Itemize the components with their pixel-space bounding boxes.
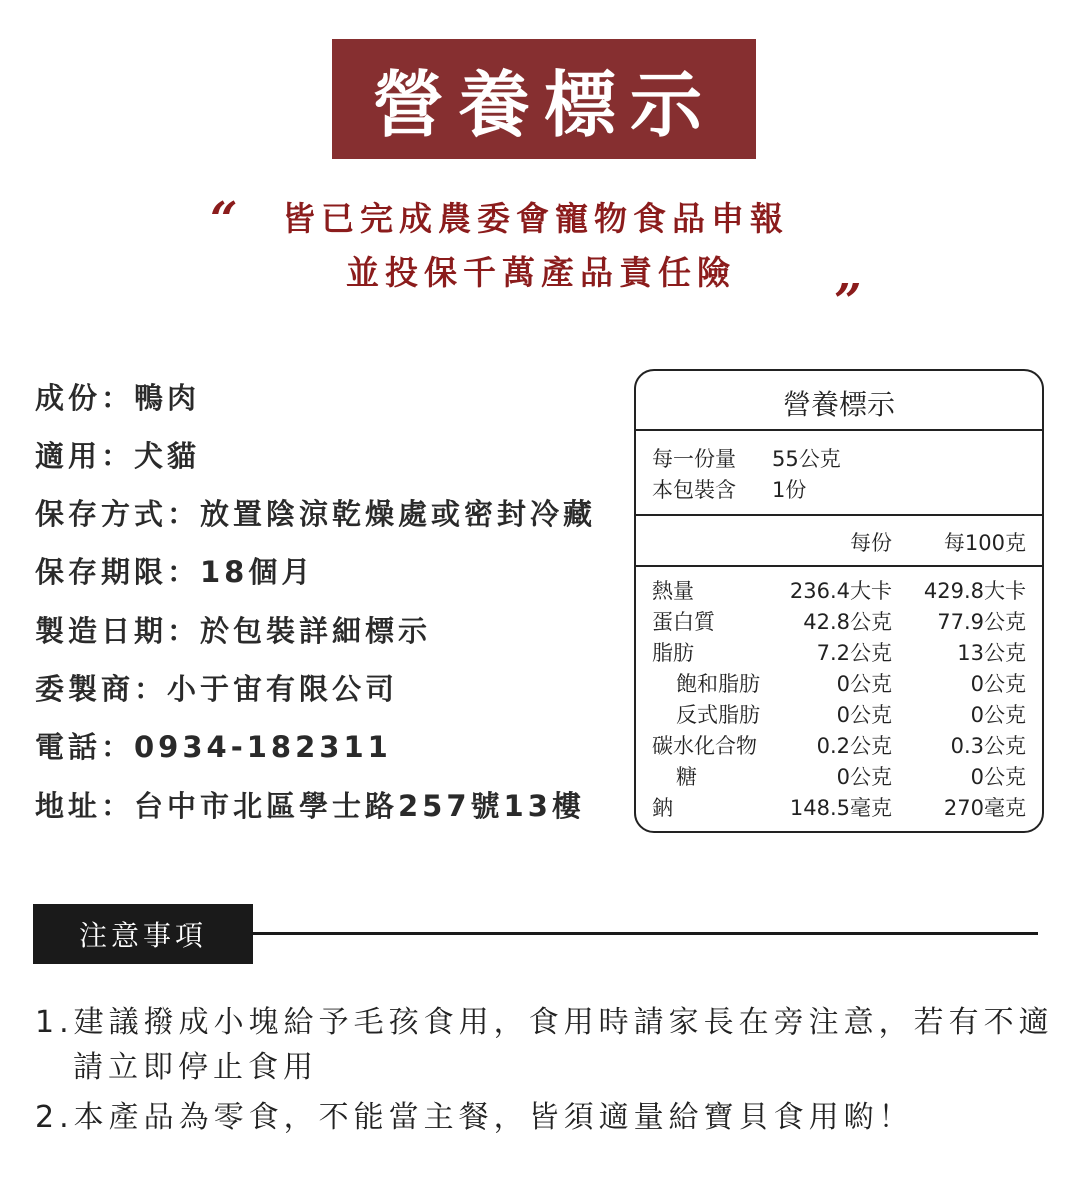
nutrient-per-serving: 0公克 <box>836 765 892 789</box>
nutrient-name: 碳水化合物 <box>652 734 757 758</box>
divider <box>636 429 1042 431</box>
nutrient-per-serving: 0公克 <box>836 703 892 727</box>
spec-phone: 電話：0934-182311 <box>35 730 392 764</box>
nutrient-per-100g: 270毫克 <box>943 796 1026 820</box>
serving-size-value: 55公克 <box>772 447 841 471</box>
nutrient-per-serving: 236.4大卡 <box>789 579 892 603</box>
nutrient-per-100g: 77.9公克 <box>937 610 1026 634</box>
nutrient-name: 飽和脂肪 <box>676 672 760 696</box>
nutrient-name: 脂肪 <box>652 641 694 665</box>
nutrition-row-carbohydrate <box>636 730 1042 761</box>
page-title: 營養標示 <box>332 39 756 159</box>
servings-label: 本包裝含 <box>652 478 736 502</box>
notice-divider <box>253 932 1038 935</box>
spec-shelf-life: 保存期限：18個月 <box>35 555 315 589</box>
notice-heading: 注意事項 <box>33 904 253 964</box>
spec-manufacturer: 委製商：小于宙有限公司 <box>35 672 399 706</box>
nutrient-per-serving: 148.5毫克 <box>789 796 892 820</box>
nutrient-per-100g: 13公克 <box>957 641 1026 665</box>
nutrition-row-protein <box>636 606 1042 637</box>
nutrient-per-100g: 0公克 <box>970 765 1026 789</box>
nutrient-per-100g: 0公克 <box>970 672 1026 696</box>
spec-address: 地址：台中市北區學士路257號13樓 <box>35 789 585 823</box>
nutrition-table-title: 營養標示 <box>782 388 895 421</box>
nutrient-name: 鈉 <box>652 796 673 820</box>
spec-suitable: 適用：犬貓 <box>35 439 201 473</box>
nutrient-name: 蛋白質 <box>652 610 715 634</box>
nutrient-per-serving: 7.2公克 <box>816 641 892 665</box>
nutrition-row-sugar <box>636 761 1042 792</box>
nutrition-row-saturated-fat <box>636 668 1042 699</box>
notice-item-2: 2.本產品為零食，不能當主餐，皆須適量給寶貝食用喲！ <box>35 1100 914 1135</box>
quote-line-2: 並投保千萬產品責任險 <box>346 253 736 292</box>
nutrient-name: 熱量 <box>652 579 694 603</box>
notice-item-1-line-2: 請立即停止食用 <box>73 1050 318 1085</box>
column-per-100g: 每100克 <box>943 531 1026 555</box>
nutrient-per-100g: 429.8大卡 <box>923 579 1026 603</box>
divider <box>636 514 1042 516</box>
nutrient-per-100g: 0公克 <box>970 703 1026 727</box>
nutrition-row-fat <box>636 637 1042 668</box>
nutrient-per-100g: 0.3公克 <box>950 734 1026 758</box>
open-quote-mark: “ <box>210 192 238 248</box>
nutrient-per-serving: 42.8公克 <box>803 610 892 634</box>
nutrient-name: 反式脂肪 <box>676 703 760 727</box>
notice-item-1-line-1: 1.建議撥成小塊給予毛孩食用，食用時請家長在旁注意，若有不適 <box>35 1005 1054 1040</box>
close-quote-mark: ” <box>834 274 862 330</box>
nutrient-per-serving: 0公克 <box>836 672 892 696</box>
column-per-serving: 每份 <box>850 531 892 555</box>
nutrient-name: 糖 <box>676 765 697 789</box>
nutrition-row-calories <box>636 575 1042 606</box>
servings-value: 1份 <box>772 478 807 502</box>
spec-manufacture-date: 製造日期：於包裝詳細標示 <box>35 614 432 648</box>
serving-size-label: 每一份量 <box>652 447 736 471</box>
spec-ingredient: 成份：鴨肉 <box>35 381 201 415</box>
nutrient-per-serving: 0.2公克 <box>816 734 892 758</box>
nutrition-row-trans-fat <box>636 699 1042 730</box>
nutrition-table <box>634 369 1044 833</box>
divider <box>636 565 1042 567</box>
nutrition-row-sodium <box>636 792 1042 823</box>
quote-line-1: 皆已完成農委會寵物食品申報 <box>282 199 789 238</box>
spec-storage: 保存方式：放置陰涼乾燥處或密封冷藏 <box>35 497 597 531</box>
